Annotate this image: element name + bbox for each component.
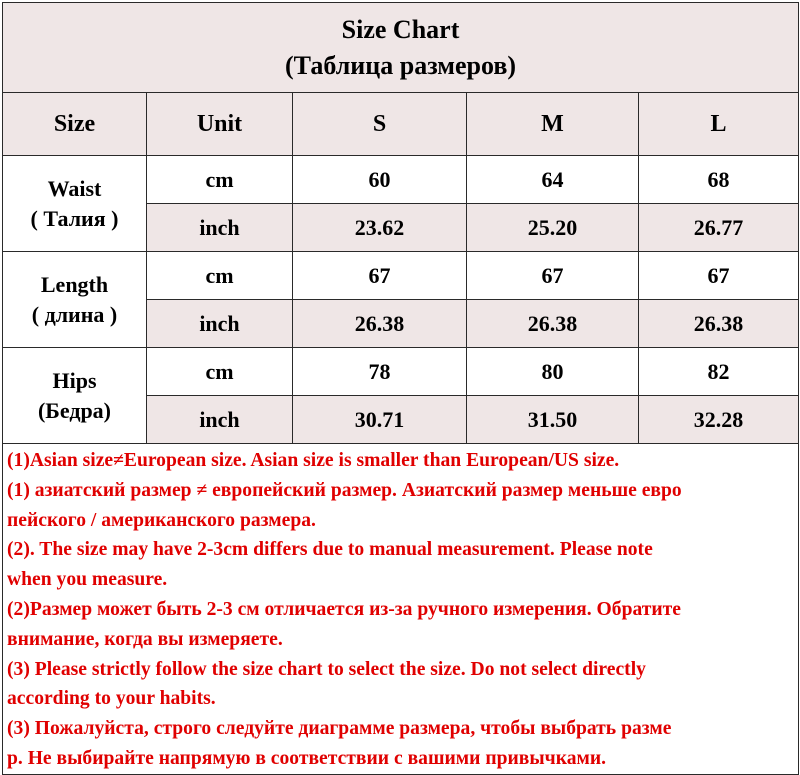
value-cell: 67: [639, 252, 799, 300]
value-cell: 68: [639, 156, 799, 204]
note-line: внимание, когда вы измеряете.: [7, 628, 283, 650]
length-label: [3, 252, 147, 348]
note-line: р. Не выбирайте напрямую в соответствии с вашими привычками.: [7, 747, 607, 769]
value-cell: 31.50: [467, 396, 639, 444]
length-cm-row: [3, 252, 799, 300]
header-size-m: M: [467, 93, 639, 156]
value-cell: 26.38: [467, 300, 639, 348]
waist-cm-row: [3, 156, 799, 204]
note-line: (1) азиатский размер ≠ европейский размер. Азиатский размер меньше евро: [7, 479, 682, 501]
unit-cell: cm: [147, 156, 293, 204]
unit-cell: inch: [147, 396, 293, 444]
chart-title-english: Size Chart: [341, 14, 460, 44]
note-line: (1)Asian size≠European size. Asian size is smaller than European/US size.: [7, 450, 620, 471]
hips-cm-row: [3, 348, 799, 396]
header-row: [3, 93, 799, 156]
notes-row: [3, 444, 799, 775]
value-cell: 25.20: [467, 204, 639, 252]
header-unit: Unit: [147, 93, 293, 156]
waist-label-russian: ( Талия ): [30, 205, 119, 231]
waist-label-english: Waist: [47, 175, 102, 201]
chart-title: [3, 3, 799, 93]
hips-label-russian: (Бедра): [37, 397, 112, 423]
unit-cell: cm: [147, 348, 293, 396]
value-cell: 80: [467, 348, 639, 396]
value-cell: 82: [639, 348, 799, 396]
length-label-russian: ( длина ): [31, 301, 118, 327]
chart-title-russian: (Таблица размеров): [284, 50, 517, 80]
note-line: (2). The size may have 2-3cm differs due to manual measurement. Please note: [7, 539, 653, 561]
value-cell: 30.71: [293, 396, 467, 444]
value-cell: 64: [467, 156, 639, 204]
waist-label: [3, 156, 147, 252]
header-size-l: L: [639, 93, 799, 156]
value-cell: 32.28: [639, 396, 799, 444]
value-cell: 26.38: [639, 300, 799, 348]
unit-cell: cm: [147, 252, 293, 300]
unit-cell: inch: [147, 204, 293, 252]
unit-cell: inch: [147, 300, 293, 348]
size-chart-table: [2, 2, 799, 775]
hips-label-english: Hips: [52, 367, 97, 393]
value-cell: 60: [293, 156, 467, 204]
value-cell: 23.62: [293, 204, 467, 252]
value-cell: 78: [293, 348, 467, 396]
note-line: according to your habits.: [7, 688, 216, 710]
value-cell: 67: [293, 252, 467, 300]
note-line: when you measure.: [7, 569, 168, 591]
notes-box: [3, 444, 799, 775]
hips-label: [3, 348, 147, 444]
title-row: [3, 3, 799, 93]
note-line: пейского / американского размера.: [7, 509, 316, 531]
value-cell: 26.77: [639, 204, 799, 252]
length-label-english: Length: [40, 271, 109, 297]
value-cell: 67: [467, 252, 639, 300]
note-line: (3) Пожалуйста, строго следуйте диаграмме размера, чтобы выбрать разме: [7, 718, 672, 740]
header-size-s: S: [293, 93, 467, 156]
note-line: (3) Please strictly follow the size chart to select the size. Do not select directly: [7, 658, 646, 680]
note-line: (2)Размер может быть 2-3 см отличается из-за ручного измерения. Обратите: [7, 598, 682, 620]
value-cell: 26.38: [293, 300, 467, 348]
header-size: Size: [3, 93, 147, 156]
